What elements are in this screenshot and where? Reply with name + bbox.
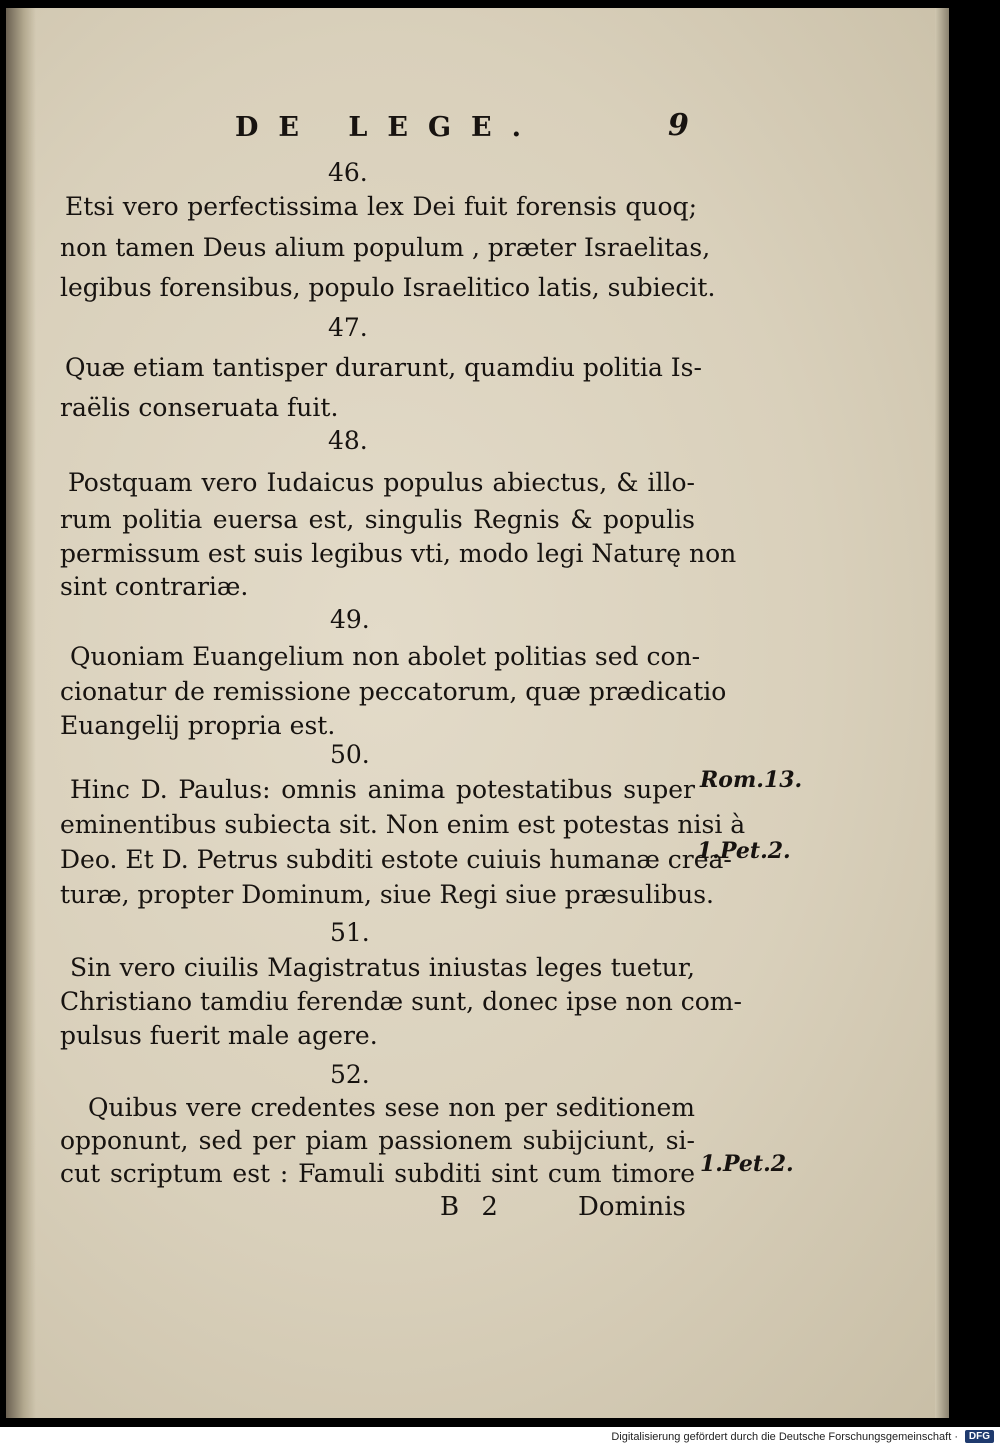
- catchword: Dominis: [578, 1192, 686, 1222]
- text-line: turæ, propter Dominum, siue Regi siue præsulibus.: [60, 880, 714, 909]
- text-line: eminentibus subiecta sit. Non enim est potestas nisi à: [60, 810, 746, 839]
- marginal-note: 1.Pet.2.: [700, 1151, 794, 1177]
- running-head: DE LEGE.: [235, 112, 541, 143]
- text-line: sint contrariæ.: [60, 572, 249, 601]
- section-number: 50.: [330, 740, 370, 769]
- section-number: 46.: [328, 158, 368, 187]
- text-line: Quoniam Euangelium non abolet politias sed con-: [70, 642, 701, 671]
- page-edge: [935, 8, 949, 1418]
- text-line: Quibus vere credentes sese non per seditionem: [88, 1093, 695, 1122]
- text-line: Etsi vero perfectissima lex Dei fuit forensis quoq;: [65, 192, 697, 221]
- section-number: 47.: [328, 313, 368, 342]
- text-line: cut scriptum est : Famuli subditi sint cum timore: [60, 1159, 695, 1188]
- text-line: permissum est suis legibus vti, modo legi Naturę non: [60, 539, 737, 568]
- text-line: raëlis conseruata fuit.: [60, 393, 339, 422]
- section-number: 51.: [330, 918, 370, 947]
- dfg-logo: DFG: [965, 1430, 994, 1443]
- text-line: rum politia euersa est, singulis Regnis & populis: [60, 505, 695, 534]
- text-line: pulsus fuerit male agere.: [60, 1021, 378, 1050]
- funding-credit: Digitalisierung gefördert durch die Deutsche Forschungsgemeinschaft ·: [611, 1431, 958, 1443]
- text-line: Christiano tamdiu ferendæ sunt, donec ipse non com-: [60, 987, 742, 1016]
- marginal-note: 1.Pet.2.: [697, 838, 791, 864]
- text-line: Deo. Et D. Petrus subditi estote cuiuis humanæ crea-: [60, 845, 732, 874]
- marginal-note: Rom.13.: [700, 767, 803, 793]
- text-line: cionatur de remissione peccatorum, quæ prædicatio: [60, 677, 727, 706]
- text-line: Postquam vero Iudaicus populus abiectus, & illo-: [68, 468, 695, 497]
- signature-mark: B 2: [440, 1192, 498, 1222]
- text-line: Hinc D. Paulus: omnis anima potestatibus super: [70, 775, 695, 804]
- text-line: legibus forensibus, populo Israelitico latis, subiecit.: [60, 273, 716, 302]
- text-line: non tamen Deus alium populum , præter Israelitas,: [60, 233, 711, 262]
- text-line: Euangelij propria est.: [60, 711, 336, 740]
- page-number: 9: [668, 108, 689, 143]
- section-number: 52.: [330, 1060, 370, 1089]
- section-number: 48.: [328, 426, 368, 455]
- digitization-footer: [0, 1427, 1000, 1448]
- text-line: opponunt, sed per piam passionem subijciunt, si-: [60, 1126, 695, 1155]
- text-line: Quæ etiam tantisper durarunt, quamdiu politia Is-: [65, 353, 702, 382]
- text-line: Sin vero ciuilis Magistratus iniustas leges tuetur,: [70, 953, 695, 982]
- section-number: 49.: [330, 605, 370, 634]
- page-gutter-shadow: [6, 8, 36, 1418]
